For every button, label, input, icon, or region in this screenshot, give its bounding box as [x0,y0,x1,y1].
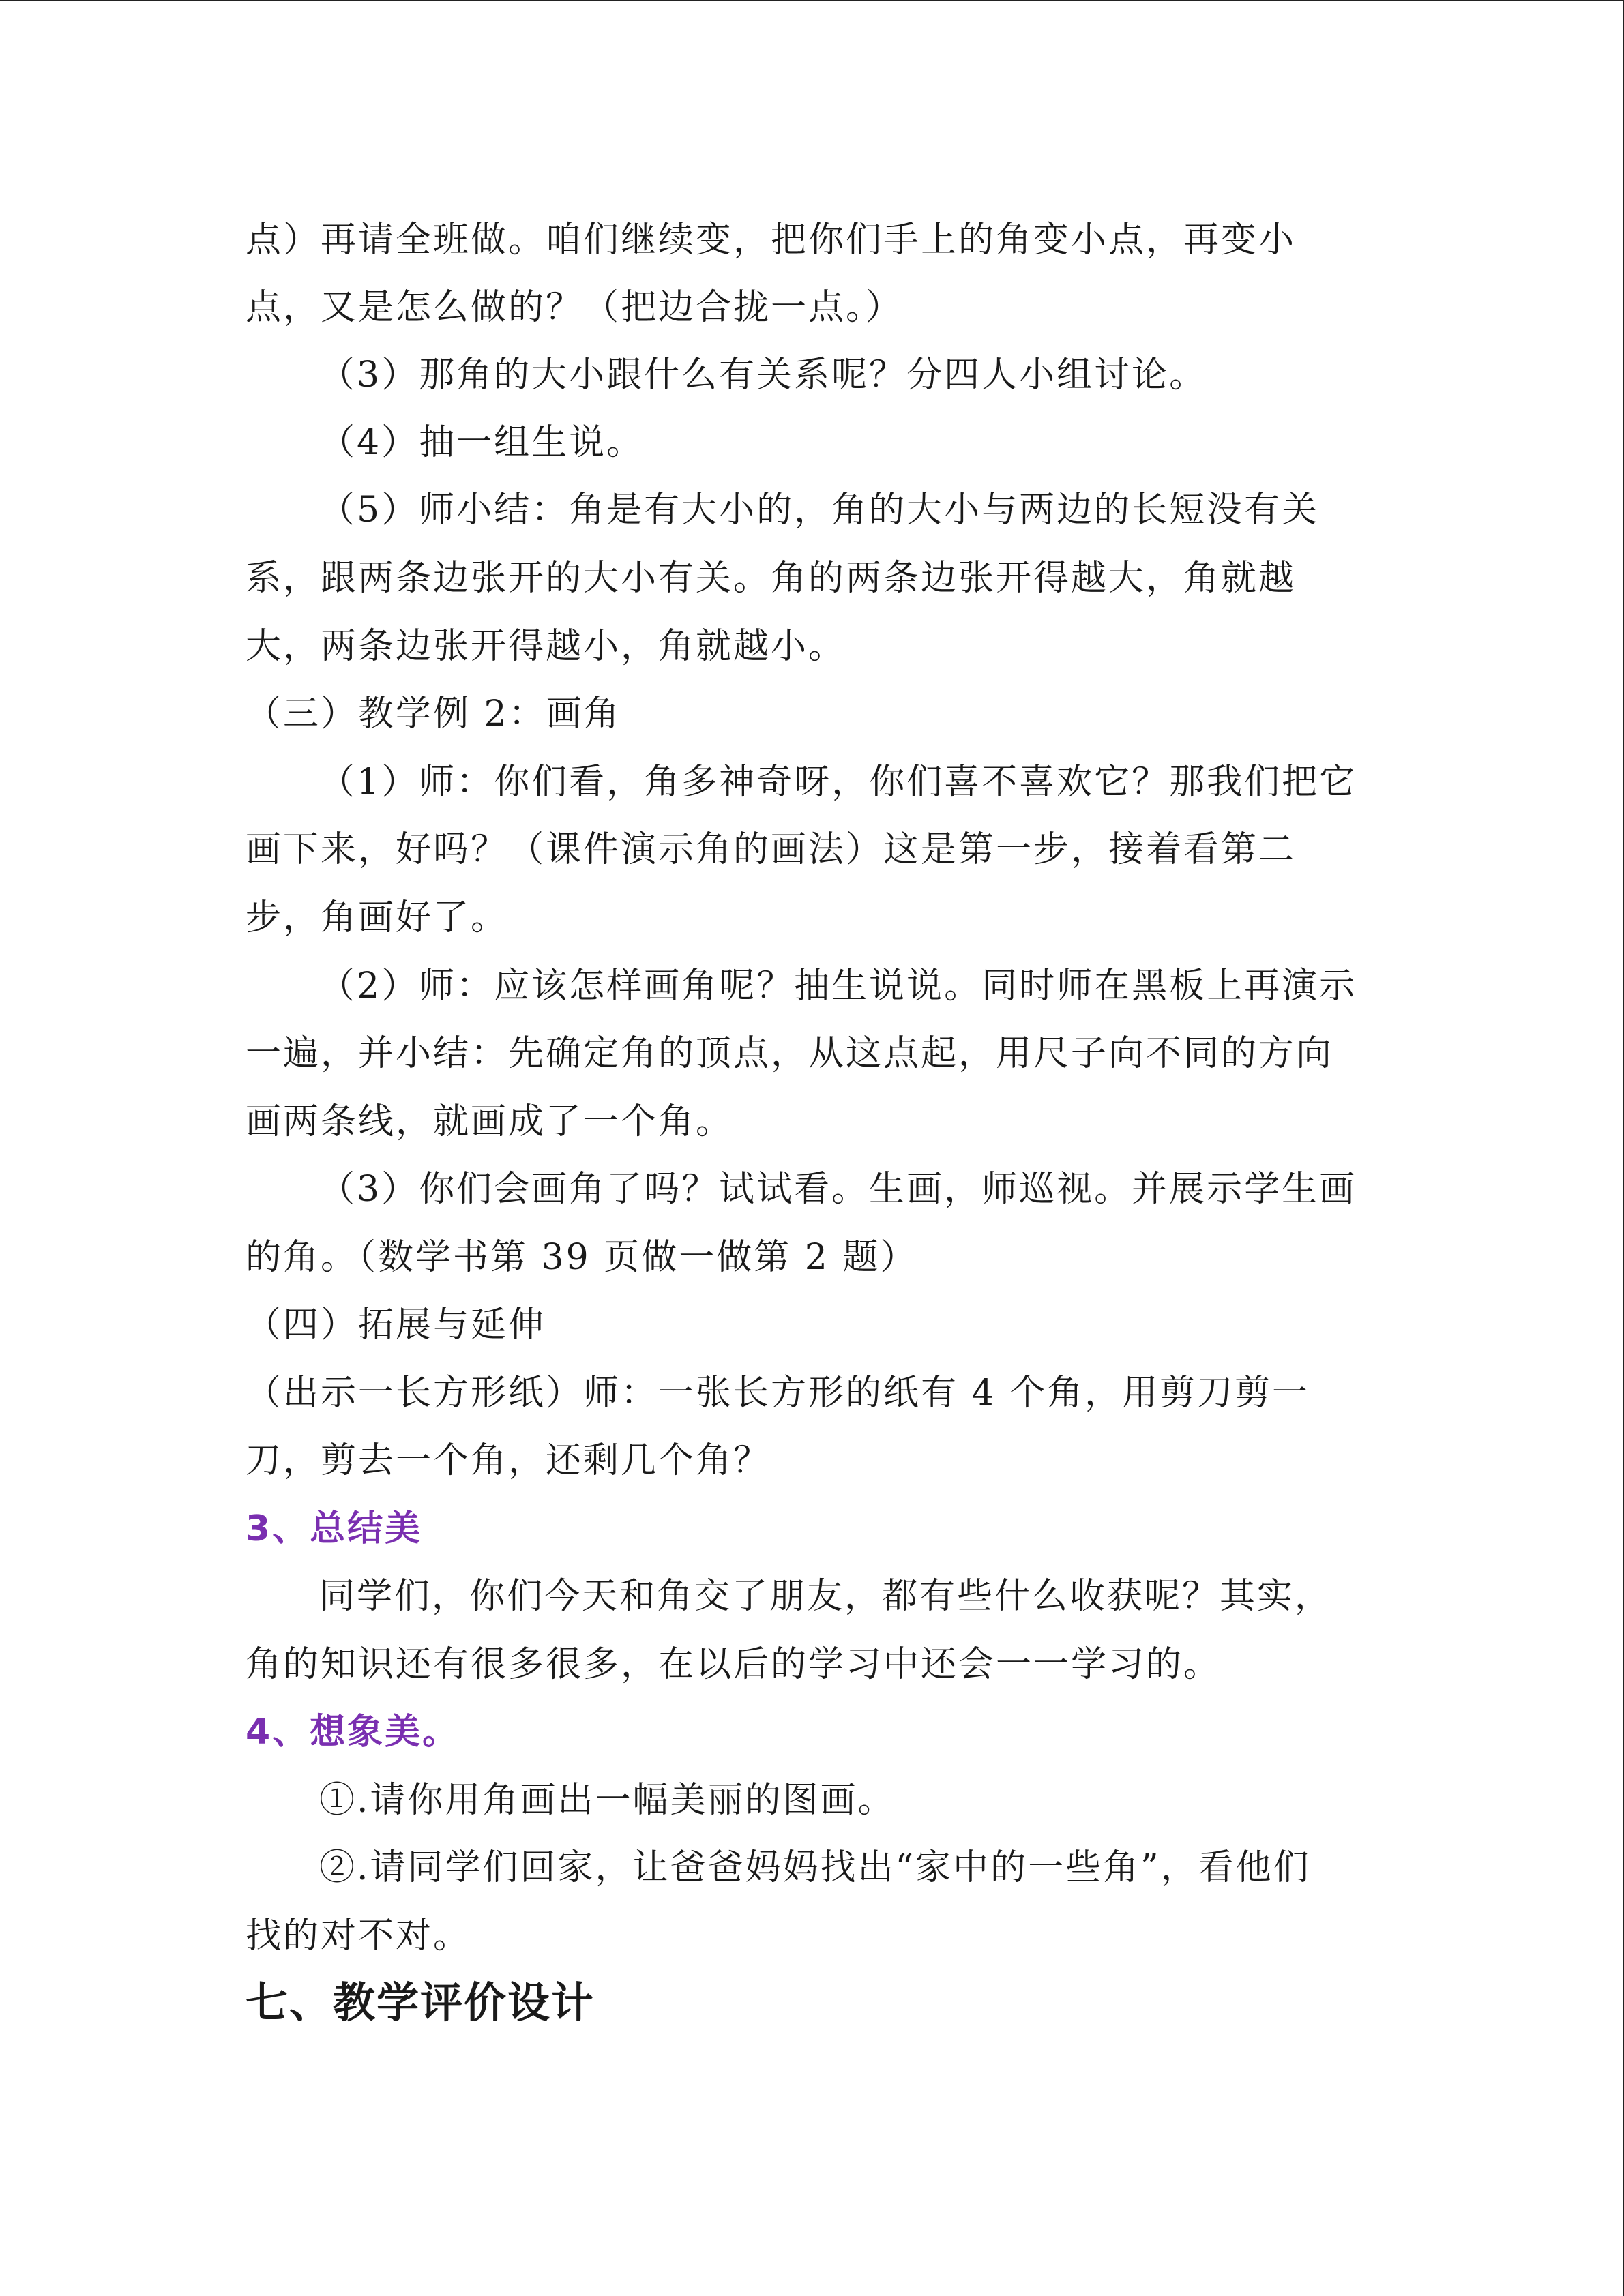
list-item: （3）你们会画角了吗？试试看。生画，师巡视。并展示学生画 [319,1169,1357,1210]
paragraph-line: 点）再请全班做。咱们继续变，把你们手上的角变小点，再变小 [246,220,1297,260]
list-item: ②.请同学们回家，让爸爸妈妈找出“家中的一些角”，看他们 [319,1847,1311,1888]
list-item: ①.请你用角画出一幅美丽的图画。 [319,1780,896,1821]
paragraph-line: 刀，剪去一个角，还剩几个角？ [246,1440,771,1481]
section-heading: （三）教学例 2：画角 [246,694,621,734]
paragraph-line: 画下来，好吗？（课件演示角的画法）这是第一步，接着看第二 [246,829,1297,870]
chapter-heading: 七、教学评价设计 [246,1978,595,2027]
list-item: （1）师：你们看，角多神奇呀，你们喜不喜欢它？那我们把它 [319,762,1357,803]
paragraph-line: 找的对不对。 [246,1915,471,1956]
paragraph-line: 一遍，并小结：先确定角的顶点，从这点起，用尺子向不同的方向 [246,1033,1334,1074]
list-item: （2）师：应该怎样画角呢？抽生说说。同时师在黑板上再演示 [319,966,1357,1007]
paragraph-line: 同学们，你们今天和角交了朋友，都有些什么收获呢？其实， [319,1576,1333,1617]
paragraph-line: （出示一长方形纸）师：一张长方形的纸有 4 个角，用剪刀剪一 [246,1373,1310,1414]
section-heading: （四）拓展与延伸 [246,1304,546,1345]
list-item: （5）师小结：角是有大小的，角的大小与两边的长短没有关 [319,490,1320,531]
paragraph-line: 步，角画好了。 [246,897,509,938]
subheading-summary: 3、总结美 [246,1508,423,1549]
paragraph-line: 的角。（数学书第 39 页做一做第 2 题） [246,1237,918,1278]
paragraph-line: 系，跟两条边张开的大小有关。角的两条边张开得越大，角就越 [246,558,1297,599]
paragraph-line: 大，两条边张开得越小，角就越小。 [246,626,846,667]
list-item: （3）那角的大小跟什么有关系呢？分四人小组讨论。 [319,355,1207,396]
paragraph-line: 点，又是怎么做的？（把边合拢一点。） [246,287,904,328]
list-item: （4）抽一组生说。 [319,422,645,463]
subheading-imagination: 4、想象美。 [246,1712,460,1753]
paragraph-line: 角的知识还有很多很多，在以后的学习中还会一一学习的。 [246,1644,1222,1685]
paragraph-line: 画两条线，就画成了一个角。 [246,1101,734,1142]
